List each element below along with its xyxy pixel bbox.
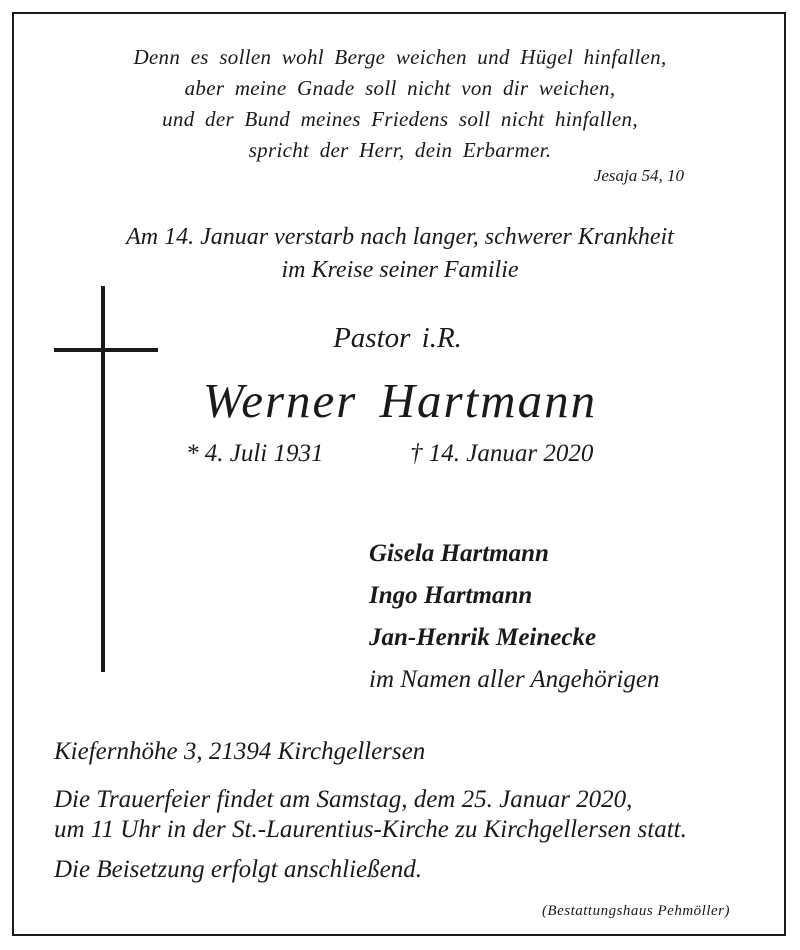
announcement-line: Am 14. Januar verstarb nach langer, schwerer Krankheit [126, 224, 674, 250]
bible-verse [0, 42, 800, 166]
verse-line: aber meine Gnade soll nicht von dir weichen, [184, 76, 616, 100]
verse-reference: Jesaja 54, 10 [593, 166, 684, 185]
mourner-name: Ingo Hartmann [369, 582, 533, 609]
verse-line: Denn es sollen wohl Berge weichen und Hügel hinfallen, [133, 45, 667, 69]
death-announcement [0, 221, 800, 287]
burial-info: Die Beisetzung erfolgt anschließend. [54, 856, 422, 883]
mourner-name: Gisela Hartmann [369, 540, 549, 567]
ceremony-info-continued: um 11 Uhr in der St.-Laurentius-Kirche zu Kirchgellersen statt. [54, 816, 687, 843]
deceased-title: Pastor i.R. [333, 322, 462, 354]
family-address: Kiefernhöhe 3, 21394 Kirchgellersen [54, 738, 426, 765]
verse-line: und der Bund meines Friedens soll nicht hinfallen, [162, 107, 638, 131]
cross-icon-bar [54, 348, 158, 352]
mourner-name: Jan-Henrik Meinecke [369, 624, 597, 651]
cross-icon [101, 286, 105, 672]
funeral-home-credit: (Bestattungshaus Pehmöller) [541, 903, 730, 919]
deceased-name: Werner Hartmann [202, 373, 598, 428]
ceremony-info: Die Trauerfeier findet am Samstag, dem 25. Januar 2020, [54, 786, 633, 813]
birth-date: * 4. Juli 1931 [186, 440, 324, 467]
verse-line: spricht der Herr, dein Erbarmer. [248, 138, 552, 162]
mourners-note: im Namen aller Angehörigen [369, 666, 660, 693]
announcement-line: im Kreise seiner Familie [281, 257, 519, 283]
death-date: † 14. Januar 2020 [410, 440, 594, 467]
